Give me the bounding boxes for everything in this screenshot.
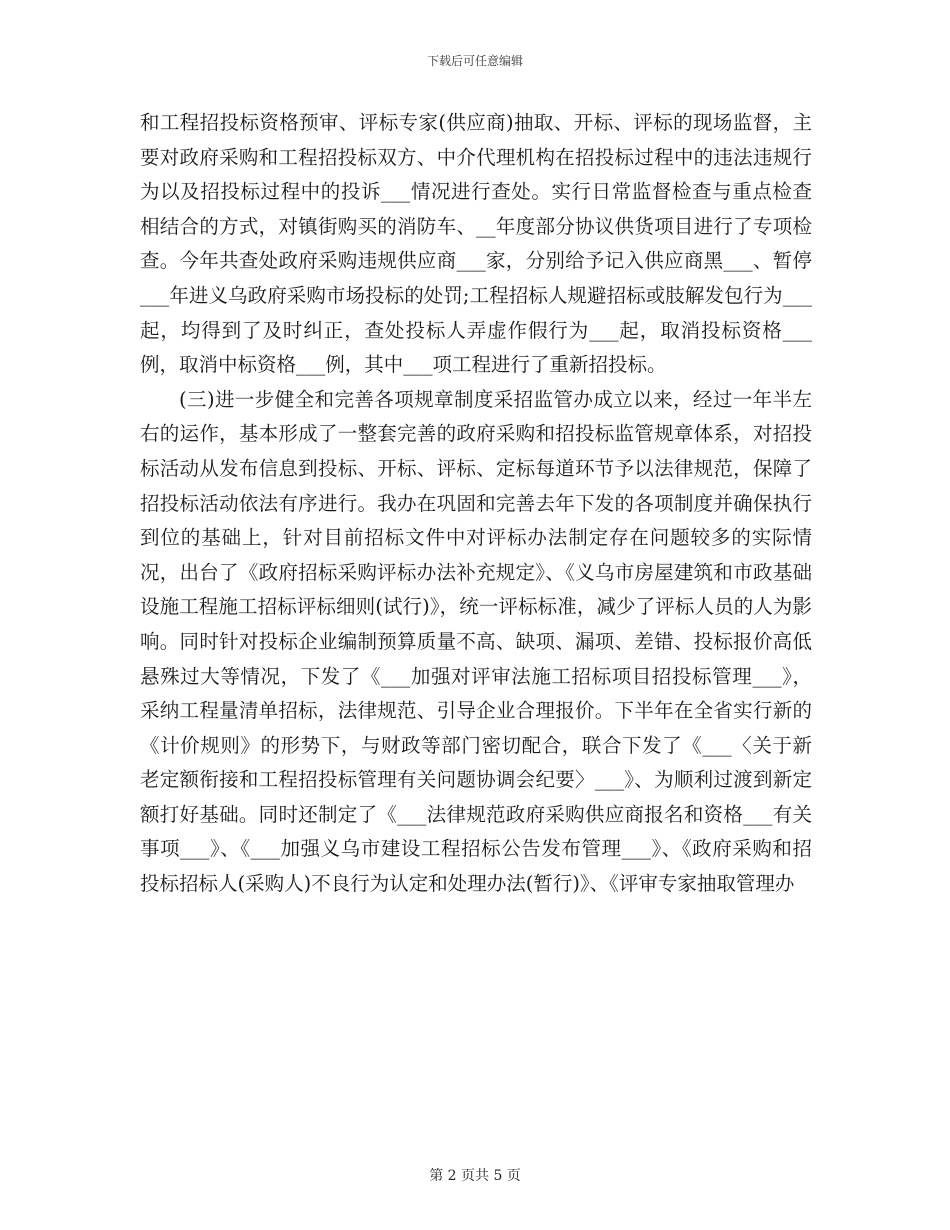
document-body <box>140 106 812 902</box>
page-footer: 第 2 页共 5 页 <box>429 1168 521 1184</box>
page-header: 下载后可任意编辑 <box>426 54 523 68</box>
paragraph-regulations: (三)进一步健全和完善各项规章制度采招监管办成立以来，经过一年半左右的运作，基本形成了一整套完善的政府采购和招投标监管规章体系，对招投标活动从发布信息到投标、开标、评标、定标每道环节予以法律规范，保障了招投标活动依法有序进行。我办在巩固和完善去年下发的各项制度并确保执行到位的基础上，针对目前招标文件中对评标办法制定存在问题较多的实际情况，出台了《政府招标采购评标办法补充规定》、《义乌市房屋建筑和市政基础设施工程施工招标评标细则(试行)》，统一评标标准，减少了评标人员的人为影响。同时针对投标企业编制预算质量不高、缺项、漏项、差错、投标报价高低悬殊过大等情况，下发了《___加强对评审法施工招标项目招投标管理___》，采纳工程量清单招标，法律规范、引导企业合理报价。下半年在全省实行新的《计价规则》的形势下，与财政等部门密切配合，联合下发了《___〈关于新老定额衔接和工程招投标管理有关问题协调会纪要〉___》、为顺利过渡到新定额打好基础。同时还制定了《___法律规范政府采购供应商报名和资格___有关事项___》、《___加强义乌市建设工程招标公告发布管理___》、《政府采购和招投标招标人(采购人)不良行为认定和处理办法(暂行)》、《评审专家抽取管理办 <box>140 387 812 896</box>
paragraph-supervision: 和工程招投标资格预审、评标专家(供应商)抽取、开标、评标的现场监督，主要对政府采购和工程招投标双方、中介代理机构在招投标过程中的违法违规行为以及招投标过程中的投诉___情况进行查处。实行日常监督检查与重点检查相结合的方式，对镇街购买的消防车、__年度部分协议供货项目进行了专项检查。今年共查处政府采购违规供应商___家，分别给予记入供应商黑___、暂停___年进义乌政府采购市场投标的处罚;工程招标人规避招标或肢解发包行为___起，均得到了及时纠正，查处投标人弄虚作假行为___起，取消投标资格___例，取消中标资格___例，其中___项工程进行了重新招投标。 <box>140 111 812 377</box>
